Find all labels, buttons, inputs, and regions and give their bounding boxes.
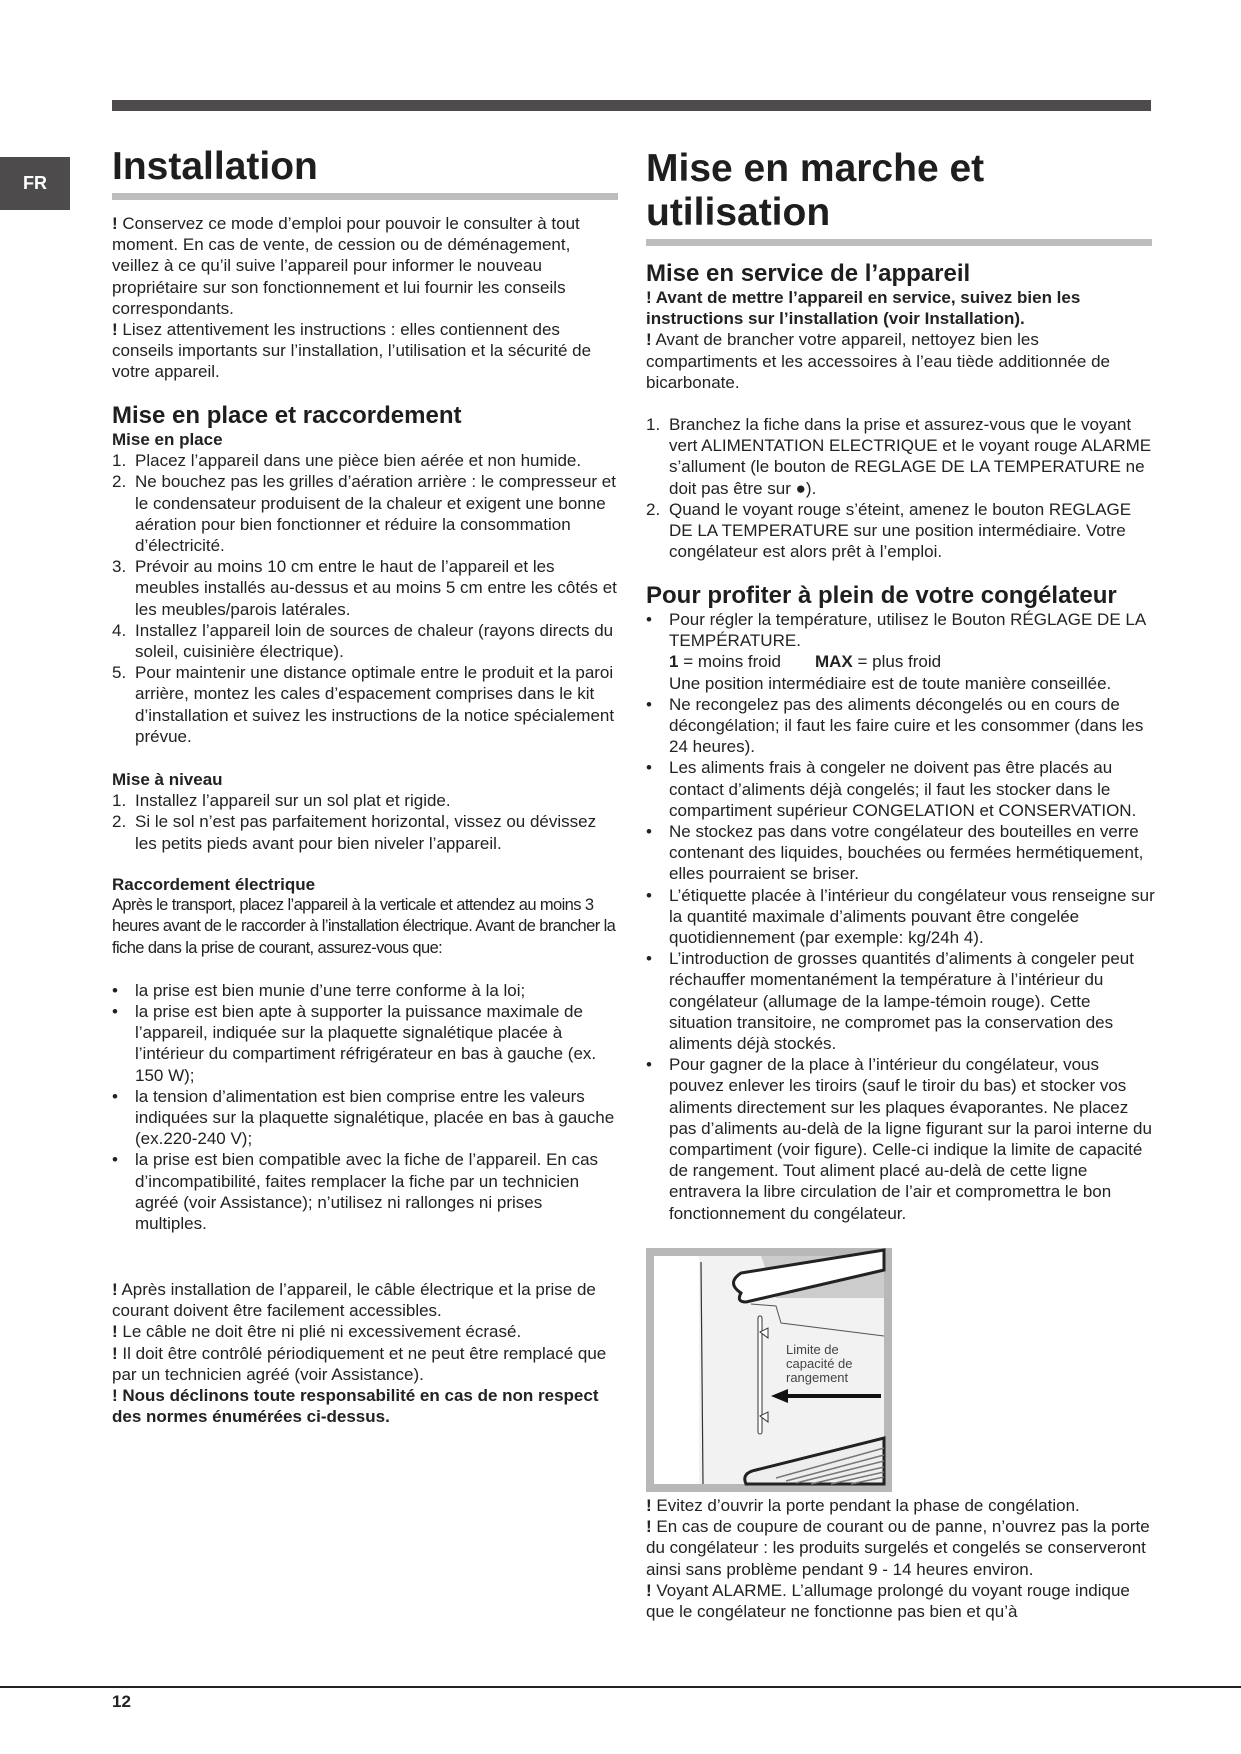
off-position-dot-icon: ● [795, 478, 806, 498]
bullet: • [646, 822, 652, 842]
electrical-checklist [112, 980, 618, 1234]
item-text: Pour gagner de la place à l’intérieur du congélateur, vous pouvez enlever les tiroirs (sauf le tiroir du bas) et stocker vos aliments directement sur les plaques évaporantes. Ne placez pas d’aliments au-delà de la ligne figurant sur la paroi interne du compartiment (voir figure). Celle-ci indique la limite de capacité de rangement. Tout aliment placé au-delà de cette ligne entravera la libre circulation de l’air et compromettra le bon fonctionnement du congélateur. [669, 1055, 1152, 1223]
usage-notes [646, 1495, 1152, 1622]
list-item [646, 821, 1156, 885]
warning-mark: ! [646, 1517, 652, 1537]
bullet: • [646, 610, 652, 629]
item-text: L’étiquette placée à l’intérieur du congélateur vous renseigne sur la quantité maximale d’aliments pouvant être congelée quotidiennement (par exemple: kg/24h 4). [669, 885, 1155, 948]
subheading: Raccordement électrique [112, 875, 316, 894]
item-text: la prise est bien munie d’une terre conforme à la loi; [135, 980, 526, 1000]
usage-section [646, 583, 1156, 1224]
note [112, 1321, 618, 1342]
item-text: Branchez la fiche dans la prise et assurez-vous que le voyant vert ALIMENTATION ELECTRIQUE et le voyant rouge ALARME s’allument (le bouton de REGLAGE DE LA TEMPERATURE ne doit pas être sur [669, 415, 1152, 498]
item-text: Ne bouchez pas les grilles d’aération arrière : le compresseur et le condensateur produisent de la chaleur et exigent une bonne aération pour bien fonctionner et réduire la consommation d’électricité. [135, 472, 616, 556]
placement-section [112, 403, 618, 747]
item-text: Quand le voyant rouge s’éteint, amenez le bouton REGLAGE DE LA TEMPERATURE sur une position intermédiaire. Votre congélateur est alors prêt à l’emploi. [669, 499, 1132, 562]
section-heading: Mise en service de l’appareil [646, 260, 971, 287]
intro-text: Lisez attentivement les instructions : elles contiennent des conseils importants sur l’installation, l’utilisation et la sécurité de votre appareil. [112, 320, 592, 382]
electrical-section [112, 874, 618, 1234]
note-text: En cas de coupure de courant ou de panne, n’ouvrez pas la porte du congélateur : les produits surgelés et congelés se conserveront ainsi sans problème pendant 9 - 14 heures environ. [646, 1517, 1150, 1579]
item-number: 2. [112, 812, 127, 832]
placement-list [112, 450, 618, 747]
list-item [112, 662, 618, 747]
list-item [112, 471, 618, 556]
list-item [112, 980, 618, 1001]
figure-label: Limite de [786, 1342, 839, 1357]
list-item [112, 1086, 618, 1150]
item-text: Pour maintenir une distance optimale entre le produit et la paroi arrière, montez les cales d’espacement comprises dans le kit d’installation et suivez les instructions de la notice spécialement prévue. [135, 663, 615, 746]
item-text: Les aliments frais à congeler ne doivent pas être placés au contact d’aliments déjà congelés; il faut les stocker dans le compartiment supérieur CONGELATION et CONSERVATION. [669, 758, 1137, 820]
list-item [646, 885, 1156, 949]
item-number: 1. [112, 451, 127, 471]
language-tab: FR [0, 157, 70, 210]
warning-mark: ! [112, 320, 118, 340]
intro-paragraph [112, 213, 618, 319]
header-rule [112, 100, 1151, 111]
warning-mark: ! [112, 1280, 118, 1299]
item-text: la tension d’alimentation est bien comprise entre les valeurs indiquées sur la plaquette signalétique, placée en bas à gauche (ex.220-240 V); [135, 1086, 615, 1149]
section-heading: Mise en place et raccordement [112, 402, 462, 429]
warning-mark: ! [112, 1343, 118, 1363]
list-item [112, 790, 618, 811]
note [112, 1279, 618, 1321]
item-text: Une position intermédiaire est de toute manière conseillée. [669, 673, 1112, 693]
bullet: • [646, 1055, 652, 1075]
list-item [646, 414, 1152, 499]
min-label: = moins froid [678, 652, 781, 672]
bold-warning: ! Avant de mettre l’appareil en service, suivez bien les instructions sur l’installation (voir Installation). [646, 288, 1081, 329]
freezer-capacity-figure [646, 1248, 892, 1492]
note-text: Après installation de l’appareil, le câble électrique et la prise de courant doivent être facilement accessibles. [112, 1280, 596, 1321]
item-text: Prévoir au moins 10 cm entre le haut de l’appareil et les meubles installés au-dessus et au moins 5 cm entre les côtés et les meubles/parois latérales. [135, 557, 617, 619]
max-label: = plus froid [852, 652, 942, 672]
item-number: 1. [646, 415, 661, 435]
intro-paragraph [112, 319, 618, 383]
note [646, 1580, 1152, 1622]
intro-text: Conservez ce mode d’emploi pour pouvoir le consulter à tout moment. En cas de vente, de cession ou de déménagement, veillez à ce qu’il suive l’appareil pour informer le nouveau propriétaire sur son fonctionnement et lui fournir les conseils correspondants. [112, 214, 580, 318]
usage-title-line1: Mise en marche et [646, 147, 985, 190]
note [646, 1516, 1152, 1580]
bullet: • [112, 1086, 118, 1106]
item-text: Placez l’appareil dans une pièce bien aérée et non humide. [135, 451, 582, 471]
subheading: Mise à niveau [112, 770, 223, 789]
warning-mark: ! [646, 1580, 652, 1600]
installation-intro [112, 213, 618, 383]
cleaning-note [646, 329, 1152, 393]
note-text: Voyant ALARME. L’allumage prolongé du voyant rouge indique que le congélateur ne fonctionne pas bien et qu’à [646, 1580, 1130, 1622]
bullet: • [112, 1002, 118, 1022]
list-item [646, 1054, 1156, 1224]
electrical-text: Après le transport, placez l’appareil à la verticale et attendez au moins 3 heures avant de le raccorder à l’installation électrique. Avant de brancher la fiche dans la prise de courant, assurez-vous que: [112, 896, 616, 957]
bullet: • [646, 885, 652, 905]
list-item [646, 948, 1156, 1054]
bullet: • [112, 980, 118, 1000]
list-item [112, 450, 618, 471]
usage-tips [646, 609, 1156, 694]
item-text: Pour régler la température, utilisez le Bouton RÉGLAGE DE LA TEMPÉRATURE. [669, 610, 1146, 651]
figure-label: capacité de [786, 1356, 853, 1371]
installation-notes [112, 1279, 618, 1427]
item-number: 3. [112, 557, 127, 577]
warning-mark: ! [646, 1496, 652, 1515]
usage-title-line2: utilisation [646, 191, 831, 234]
list-item [112, 1001, 618, 1086]
warning-mark: ! [112, 214, 118, 233]
item-text: Installez l’appareil sur un sol plat et rigide. [135, 791, 451, 811]
list-item [646, 757, 1156, 821]
leveling-list [112, 790, 618, 854]
note [112, 1343, 618, 1385]
list-item [646, 694, 1156, 758]
list-item [646, 609, 1156, 694]
min-key: 1 [669, 652, 679, 672]
warning-mark: ! [112, 1322, 118, 1342]
list-item [112, 1149, 618, 1234]
warning-mark: ! [646, 330, 652, 350]
installation-column [112, 145, 618, 200]
item-number: 2. [646, 499, 661, 519]
footer-rule [0, 1686, 1241, 1688]
note-text: Avant de brancher votre appareil, nettoyez bien les compartiments et les accessoires à l’eau tiède additionnée de bicarbonate. [646, 330, 1110, 392]
figure-label: rangement [786, 1370, 849, 1385]
subheading: Mise en place [112, 430, 223, 449]
item-text: Ne recongelez pas des aliments décongelés ou en cours de décongélation; il faut les faire cuire et les consommer (dans les 24 heures). [669, 694, 1144, 757]
bullet: • [646, 758, 652, 778]
item-number: 5. [112, 663, 127, 683]
item-number: 2. [112, 472, 127, 492]
item-text: la prise est bien apte à supporter la puissance maximale de l’appareil, indiquée sur la plaquette signalétique placée à l’intérieur du compartiment réfrigérateur en bas à gauche (ex. 150 W); [135, 1002, 597, 1085]
usage-tips [646, 694, 1156, 1224]
leveling-section [112, 769, 618, 854]
service-section [646, 261, 1152, 562]
note [646, 1495, 1152, 1516]
item-text: Ne stockez pas dans votre congélateur des bouteilles en verre contenant des liquides, bouchées ou fermées hermétiquement, elles pourraient se briser. [669, 822, 1144, 884]
note-text: Le câble ne doit être ni plié ni excessivement écrasé. [117, 1322, 522, 1342]
item-number: 4. [112, 620, 127, 640]
item-text: Installez l’appareil loin de sources de chaleur (rayons directs du soleil, cuisinière électrique). [135, 620, 614, 662]
note-text: Evitez d’ouvrir la porte pendant la phase de congélation. [651, 1496, 1080, 1515]
usage-column [646, 147, 1152, 246]
item-text: L’introduction de grosses quantités d’aliments à congeler peut réchauffer momentanément la température à l’intérieur du congélateur (allumage de la lampe-témoin rouge). Cette situation transitoire, ne compromet pas la conservation des aliments déjà stockés. [669, 949, 1134, 1054]
item-text: Si le sol n’est pas parfaitement horizontal, vissez ou dévissez les petits pieds avant pour bien niveler l’appareil. [135, 812, 597, 853]
installation-title: Installation [112, 145, 318, 188]
max-key: MAX [814, 652, 853, 672]
startup-steps [646, 414, 1152, 562]
list-item [112, 811, 618, 853]
item-text: la prise est bien compatible avec la fiche de l’appareil. En cas d’incompatibilité, faites remplacer la fiche par un technicien agréé (voir Assistance); n’utilisez ni rallonges ni prises multiples. [135, 1150, 599, 1234]
item-number: 1. [112, 791, 127, 811]
title-underline [646, 239, 1152, 246]
list-item [112, 620, 618, 662]
bullet: • [646, 694, 652, 714]
note-text: Il doit être contrôlé périodiquement et ne peut être remplacé que par un technicien agréé (voir Assistance). [112, 1343, 607, 1384]
bullet: • [646, 949, 652, 969]
disclaimer: ! Nous déclinons toute responsabilité en cas de non respect des normes énumérées ci-dessus. [112, 1386, 599, 1427]
title-underline [112, 193, 618, 200]
section-heading: Pour profiter à plein de votre congélateur [646, 582, 1117, 609]
list-item [112, 556, 618, 620]
bullet: • [112, 1150, 118, 1170]
page-number: 12 [112, 1692, 131, 1711]
item-text: ). [805, 478, 817, 498]
list-item [646, 499, 1152, 563]
